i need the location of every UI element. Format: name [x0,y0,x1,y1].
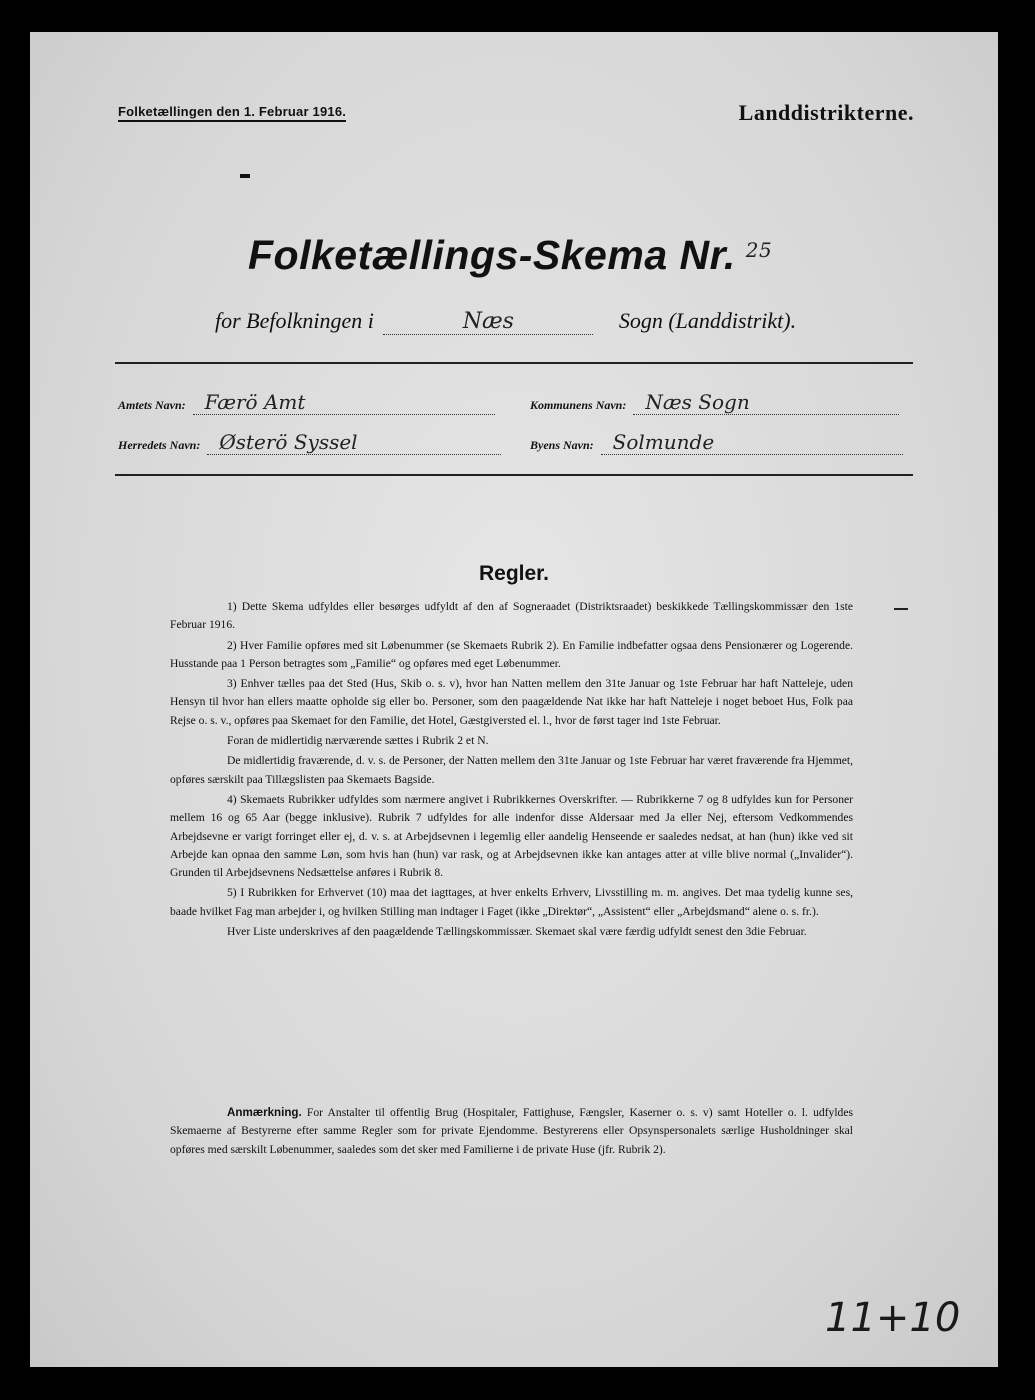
remark-label: Anmærkning. [227,1106,302,1119]
rules-section [170,598,853,943]
handwritten-count: 11+10 [825,1295,961,1341]
remark-text: For Anstalter til offentlig Brug (Hospitaler, Fattighuse, Fængsler, Kaserner o. s. v) samt Hoteller o. l. udfyldes Skemaerne af Bestyrerne efter samme Regler som for private Ejendomme. Bestyrerens eller Opsynspersonalets særlige Husholdninger skal opføres med særskilt Løbenummer, saaledes som det sker med Familierne i de private Huse (jfr. Rubrik 2). [170,1106,853,1156]
parish-line [215,308,796,335]
amt-label: Amtets Navn: [118,398,186,412]
rule-paragraph: 1) Dette Skema udfyldes eller besørges udfyldt af den af Sognerаadet (Distriktsraadet) beskikkede Tællingskommissær den 1ste Februar 1916. [170,600,853,632]
amt-value: Færö Amt [193,390,495,415]
form-number: 25 [745,238,773,262]
census-form-page [30,32,998,1367]
kommune-field [530,390,899,415]
amt-field [118,390,495,415]
rule-paragraph: 4) Skemaets Rubrikker udfyldes som nærmere angivet i Rubrikkernes Overskrifter. — Rubrikkerne 7 og 8 udfyldes kun for Personer mellem 16 og 65 Aar (begge inklusive). Rubrik 7 udfyldes for alle indenfor disse Aldersaar med Ja eller Nej, eftersom Vedkommendes Arbejdsevne er varigt forringet eller ej, d. v. s. at Arbejdsevnen i legemlig eller aandelig Henseende er saaledes nedsat, at han (hun) ikke ved sit Arbejde kan opnaa den samme Løn, som hvis han (hun) var rask, og at Arbejdsevnen ikke kan antages atter at ville blive normal („Invalider“). Grunden til Arbejdsevnens Nedsættelse anføres i Rubrik 8. [170,792,853,880]
parish-suffix: Sogn (Landdistrikt). [618,308,797,333]
rule-paragraph: 2) Hver Familie opføres med sit Løbenummer (se Skemaets Rubrik 2). En Familie indbefatter ogsaa dens Pensionærer og Logerende. Husstande paa 1 Person betragtes som „Familie“ og opføres med eget Løbenummer. [170,638,853,670]
rule-paragraph: Hver Liste underskrives af den paagældende Tællingskommissær. Skemaet skal være færdig udfyldt senest den 3die Februar. [227,925,807,939]
kommune-value: Næs Sogn [633,390,899,415]
parish-value: Næs [383,309,593,335]
ink-mark [240,174,250,178]
divider-top [115,362,913,364]
herred-value: Østerö Syssel [207,430,501,455]
rule-paragraph: 3) Enhver tælles paa det Sted (Hus, Skib o. s. v), hvor han Natten mellem den 31te Januar og 1ste Februar har haft Natteleje, uden Hensyn til hvor han ellers maatte opholde sig eller bo. Personer, som den paagældende Nat ikke har haft Natteleje i noget beboet Hus, Folk paa Rejse o. s. v., opføres paa Skemaet for den Familie, det Hotel, Gæstgiversted el. l., hvor de først tager ind 1ste Februar. [170,677,853,727]
kommune-label: Kommunens Navn: [530,398,627,412]
by-label: Byens Navn: [530,438,594,452]
census-date-header: Folketællingen den 1. Februar 1916. [118,104,346,122]
ink-mark-right [894,608,908,610]
herred-label: Herredets Navn: [118,438,201,452]
district-type-header: Landdistrikterne. [738,100,914,125]
rule-paragraph: 5) I Rubrikken for Erhvervet (10) maa det iagttages, at hver enkelts Erhverv, Livsstilling m. m. angives. Det maa tydelig kunne ses, baade hvilket Fag man arbejder i, og hvilken Stilling man indtager i Faget (ikke „Direktør“, „Assistent“ eller „Arbejdsmand“ alene o. s. fr.). [170,886,853,918]
by-value: Solmunde [601,430,903,455]
rules-heading: Regler. [478,562,550,585]
herred-field [118,430,501,455]
remark-paragraph [170,1104,853,1159]
rule-paragraph: Foran de midlertidig nærværende sættes i Rubrik 2 et N. [227,734,489,748]
form-title-text: Folketællings-Skema Nr. [248,232,736,278]
parish-prefix: for Befolkningen i [215,308,374,333]
divider-bottom [115,474,913,476]
form-title [248,232,772,279]
rule-paragraph: De midlertidig fraværende, d. v. s. de Personer, der Natten mellem den 31te Januar og 1ste Februar har været fraværende fra Hjemmet, opføres særskilt paa Tillægslisten paa Skemaets Bagside. [170,754,853,786]
by-field [530,430,903,455]
